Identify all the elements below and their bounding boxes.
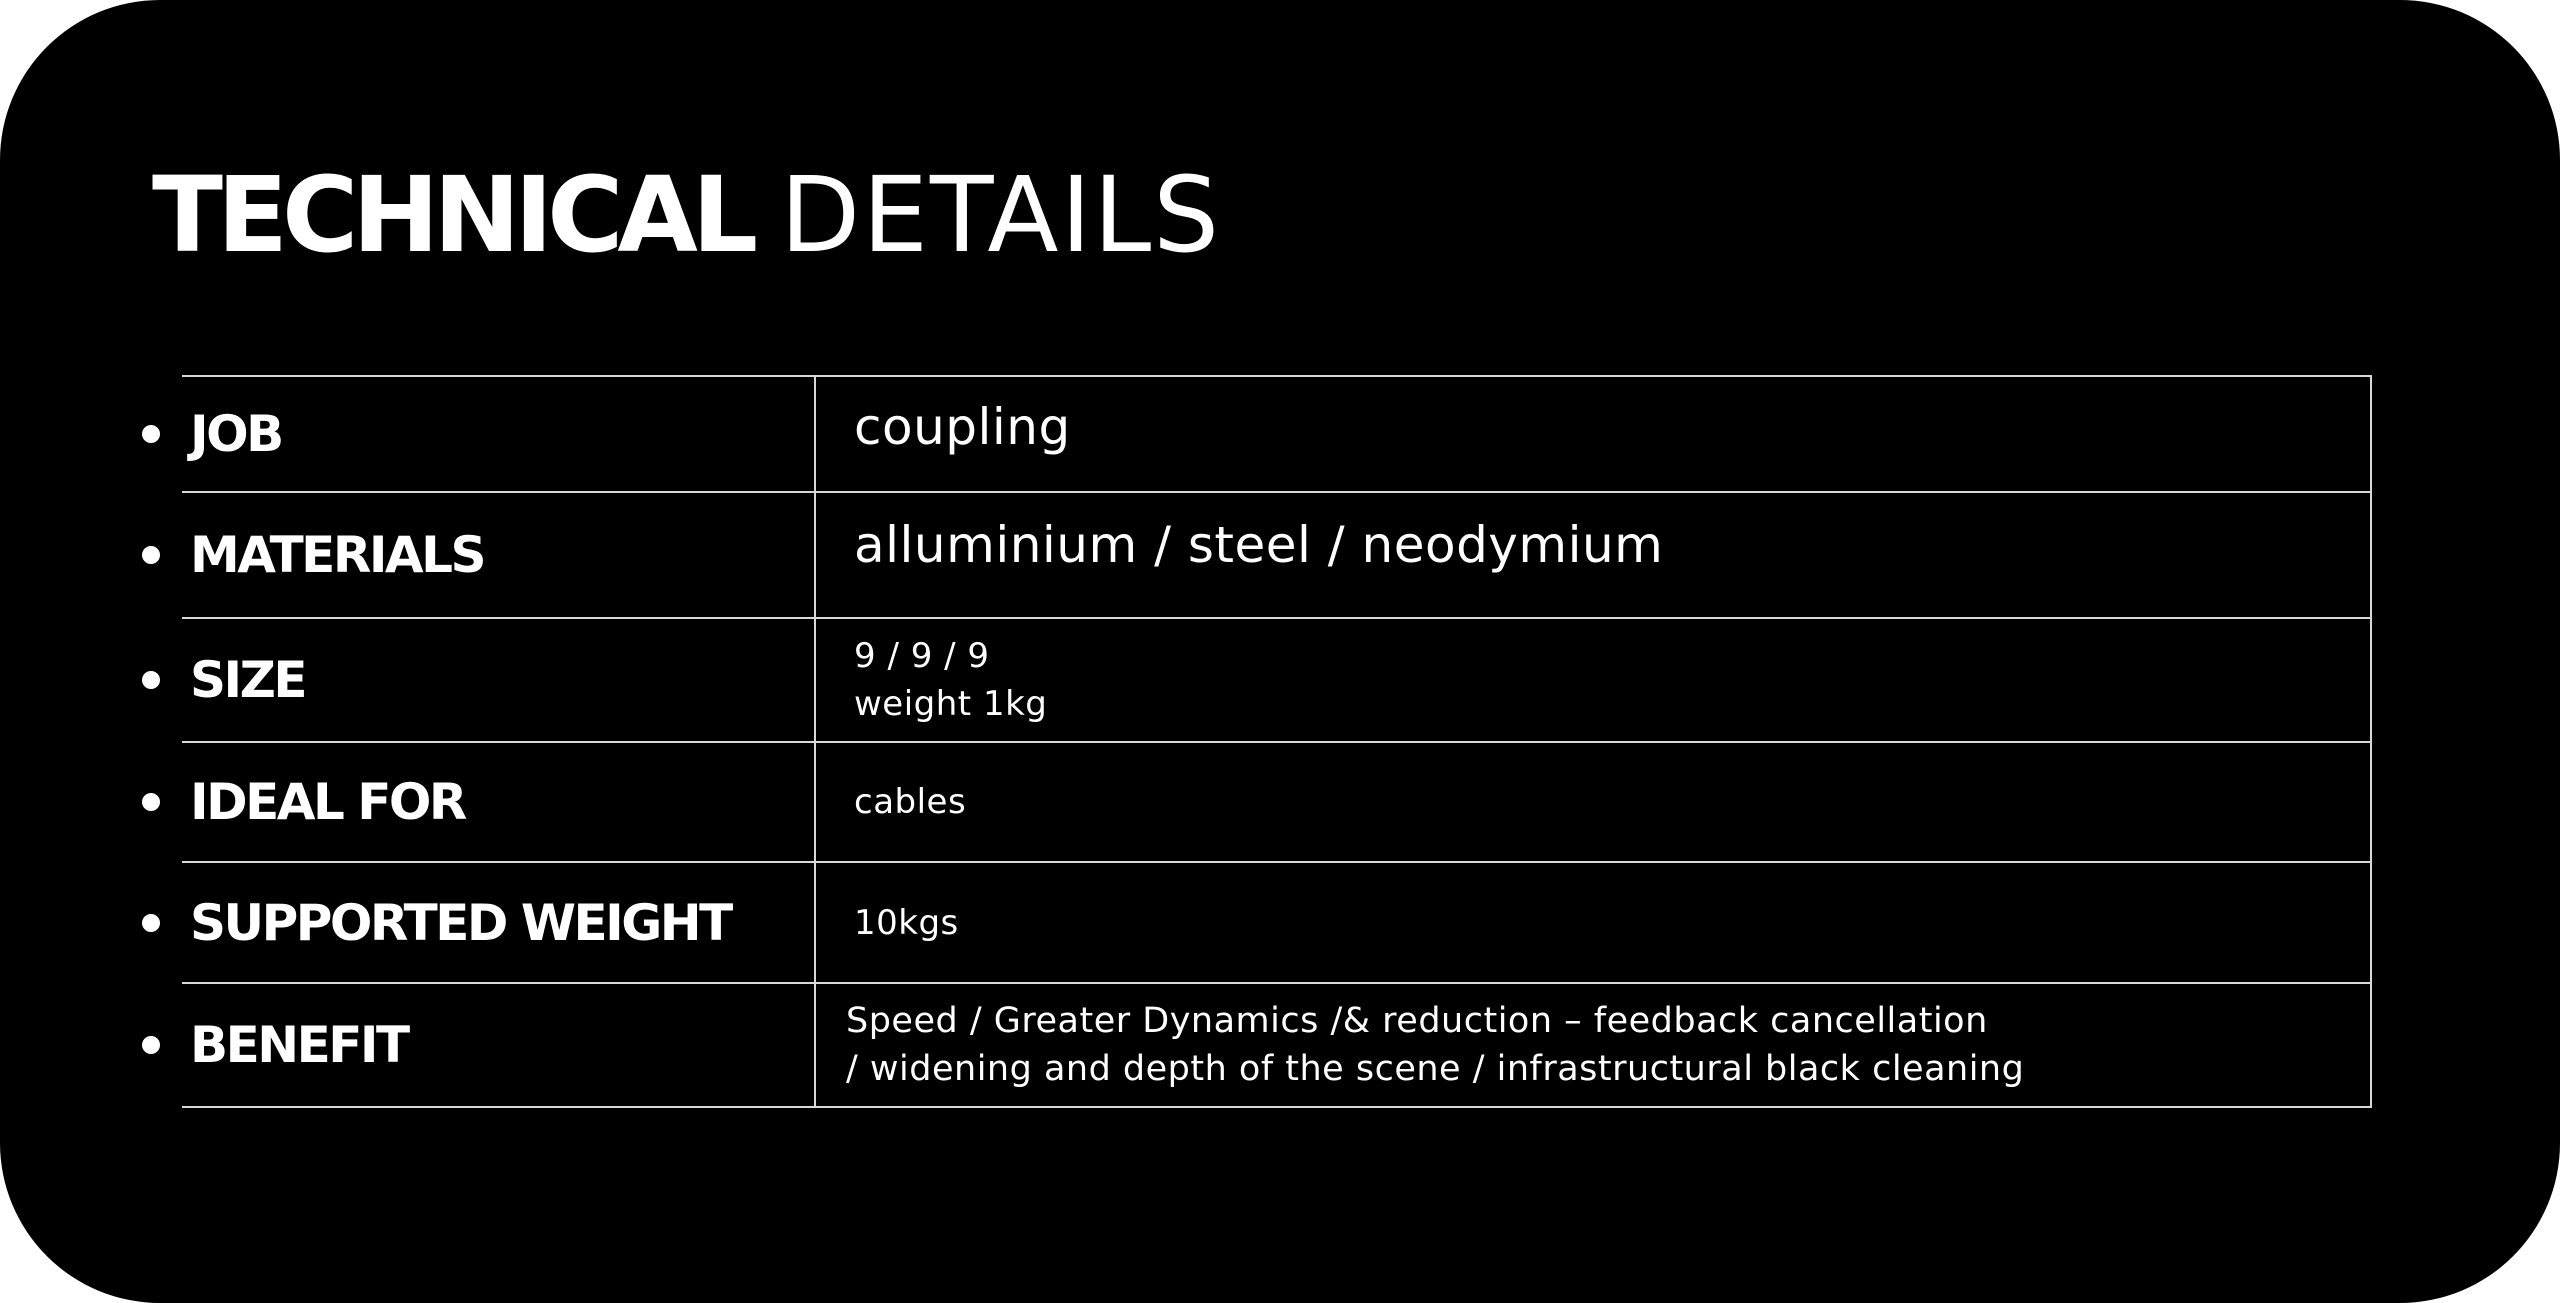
bullet-icon	[142, 1036, 160, 1054]
row-value-size-weight: weight 1kg	[854, 684, 1048, 724]
table-row-supported-weight	[182, 863, 2372, 984]
table-row-ideal-for	[182, 743, 2372, 863]
bullet-icon	[142, 914, 160, 932]
label-cell	[182, 493, 816, 617]
row-label-materials: MATERIALS	[190, 526, 485, 584]
value-cell	[816, 493, 2372, 617]
row-value-supported-weight: 10kgs	[854, 902, 959, 943]
row-label-ideal-for: IDEAL FOR	[190, 773, 465, 831]
title-light: DETAILS	[780, 154, 1222, 276]
details-table	[182, 375, 2372, 1108]
label-cell	[182, 743, 816, 861]
label-cell	[182, 619, 816, 741]
value-cell	[816, 619, 2372, 741]
bullet-icon	[142, 671, 160, 689]
value-cell	[816, 743, 2372, 861]
page-title	[152, 150, 1221, 280]
value-cell	[816, 984, 2372, 1106]
table-row-benefit	[182, 984, 2372, 1108]
row-value-materials: alluminium / steel / neodymium	[854, 516, 1664, 574]
row-value-job: coupling	[854, 398, 1071, 456]
bullet-icon	[142, 425, 160, 443]
value-cell	[816, 377, 2372, 491]
row-value-ideal-for: cables	[854, 782, 967, 822]
bullet-icon	[142, 546, 160, 564]
title-bold: TECHNICAL	[152, 154, 753, 276]
value-cell	[816, 863, 2372, 982]
row-value-benefit-line-2: / widening and depth of the scene / infrastructural black cleaning	[846, 1049, 2025, 1089]
row-value-benefit-line-1: Speed / Greater Dynamics /& reduction – feedback cancellation	[846, 1001, 1988, 1041]
row-value-size-dimensions: 9 / 9 / 9	[854, 636, 990, 676]
label-cell	[182, 863, 816, 982]
table-row-size	[182, 619, 2372, 743]
label-cell	[182, 984, 816, 1106]
label-cell	[182, 377, 816, 491]
row-label-supported-weight: SUPPORTED WEIGHT	[190, 893, 731, 952]
table-row-job	[182, 377, 2372, 493]
row-label-job: JOB	[190, 405, 282, 463]
table-row-materials	[182, 493, 2372, 619]
bullet-icon	[142, 793, 160, 811]
row-label-benefit: BENEFIT	[190, 1016, 408, 1074]
row-label-size: SIZE	[190, 651, 306, 709]
